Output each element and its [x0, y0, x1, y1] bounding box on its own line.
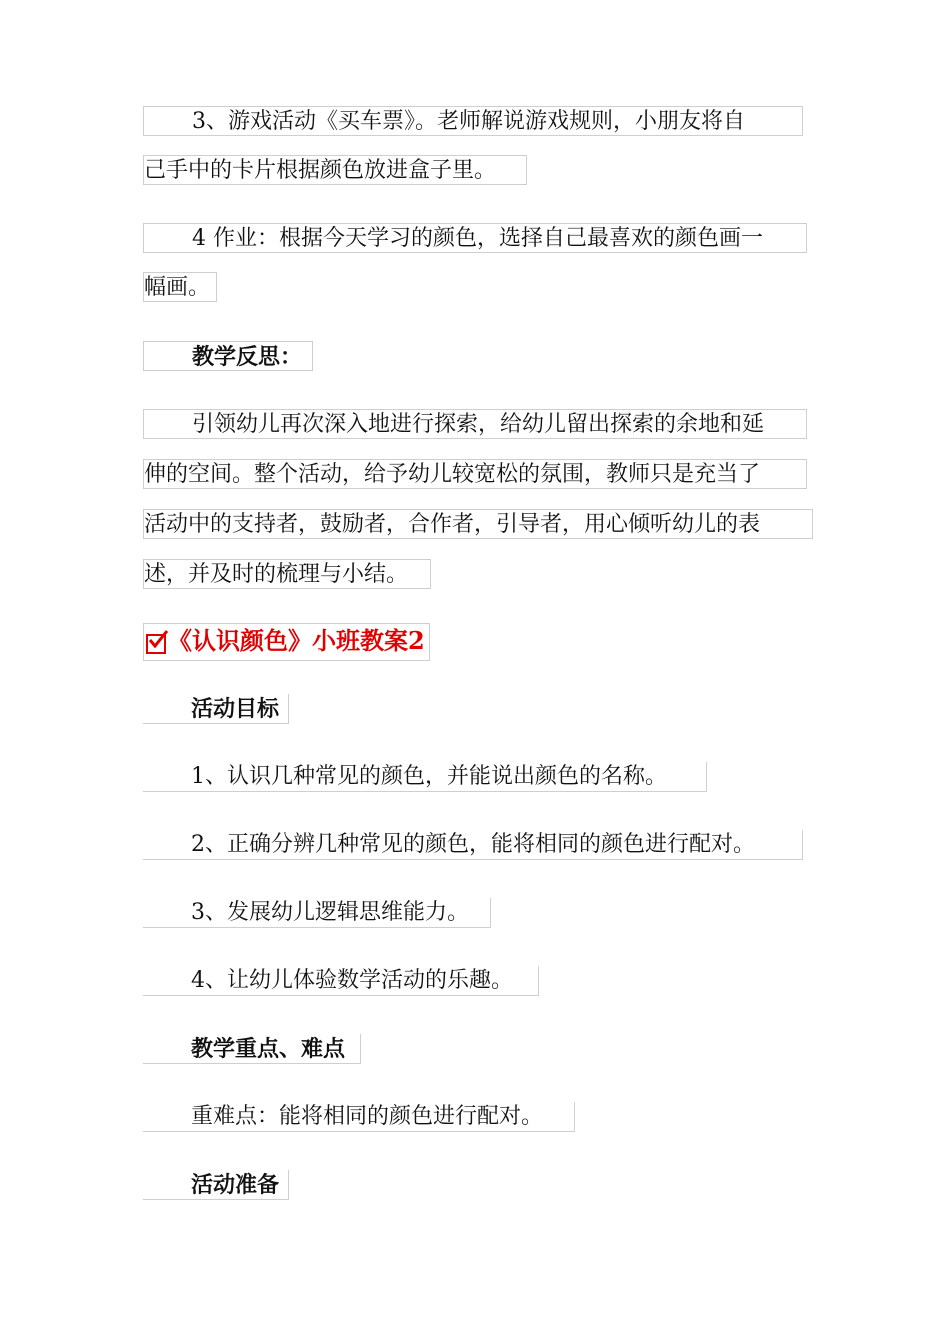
list-item: 3、发展幼儿逻辑思维能力。 [143, 898, 491, 928]
paragraph-line: 己手中的卡片根据颜色放进盒子里。 [143, 155, 527, 185]
paragraph-line: 重难点：能将相同的颜色进行配对。 [143, 1102, 575, 1132]
section-heading [143, 623, 430, 661]
paragraph-line: 4 作业：根据今天学习的颜色，选择自己最喜欢的颜色画一 [143, 223, 807, 253]
paragraph-line: 幅画。 [143, 272, 217, 302]
list-item: 2、正确分辨几种常见的颜色，能将相同的颜色进行配对。 [143, 830, 803, 860]
subsection-title: 教学重点、难点 [143, 1034, 361, 1064]
checkbox-checked-icon [146, 634, 166, 654]
subsection-title: 活动目标 [143, 694, 289, 724]
section-heading-text: 《认识颜色》小班教案2 [168, 626, 425, 655]
subsection-title: 活动准备 [143, 1170, 289, 1200]
paragraph-line: 活动中的支持者，鼓励者，合作者，引导者，用心倾听幼儿的表 [143, 509, 813, 539]
paragraph-line: 伸的空间。整个活动，给予幼儿较宽松的氛围，教师只是充当了 [143, 459, 807, 489]
paragraph-line: 3、游戏活动《买车票》。老师解说游戏规则，小朋友将自 [143, 106, 803, 136]
paragraph-line: 述，并及时的梳理与小结。 [143, 559, 431, 589]
section-title: 教学反思： [143, 341, 313, 371]
list-item: 4、让幼儿体验数学活动的乐趣。 [143, 966, 539, 996]
list-item: 1、认识几种常见的颜色，并能说出颜色的名称。 [143, 762, 707, 792]
paragraph-line: 引领幼儿再次深入地进行探索，给幼儿留出探索的余地和延 [143, 409, 807, 439]
